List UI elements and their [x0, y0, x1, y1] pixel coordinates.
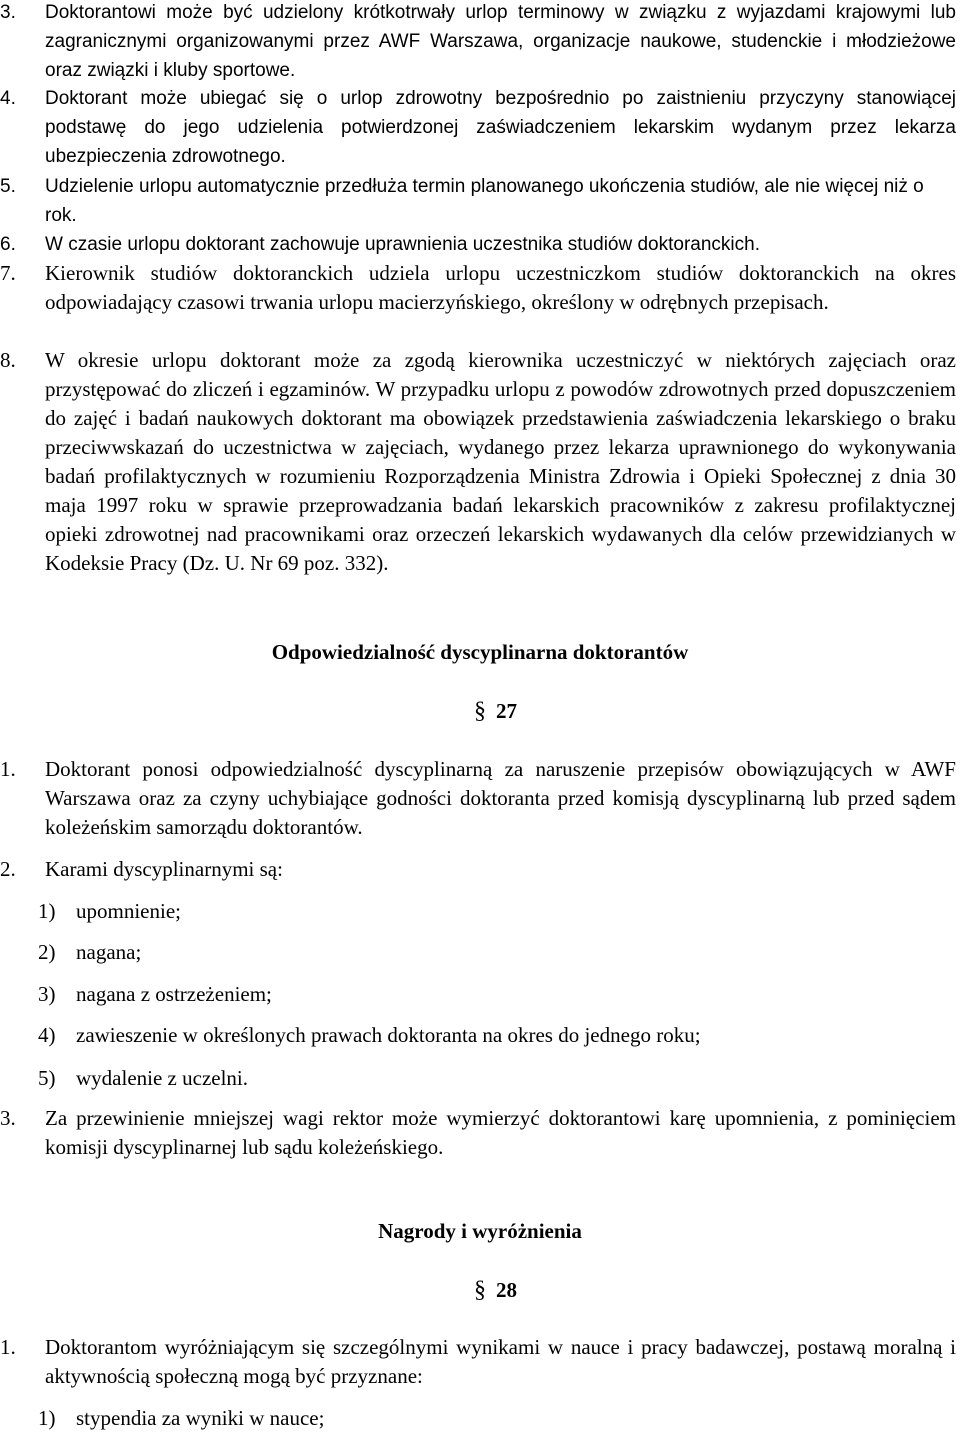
list-item-text: W czasie urlopu doktorant zachowuje uprawnienia uczestnika studiów doktoranckich.: [45, 234, 760, 255]
penalty-number: 3): [38, 982, 56, 1006]
section-heading: Nagrody i wyróżnienia: [378, 1219, 582, 1243]
penalty-text: nagana;: [76, 940, 142, 964]
award-text: stypendia za wyniki w nauce;: [76, 1406, 325, 1430]
list-item-text: Udzielenie urlopu automatycznie przedłuża termin planowanego ukończenia studiów, ale nie więcej niż o rok.: [45, 176, 924, 226]
penalty-number: 4): [38, 1023, 56, 1047]
list-item-number: 1.: [0, 1335, 16, 1359]
section-sign-icon: §: [474, 1277, 486, 1303]
list-item-number: 4.: [0, 88, 16, 109]
list-item-number: 6.: [0, 234, 16, 255]
list-item: [0, 755, 956, 842]
penalty-item: [38, 980, 272, 1009]
list-item: [0, 84, 956, 171]
list-item: [0, 855, 956, 884]
list-item-text: Karami dyscyplinarnymi są:: [45, 857, 283, 881]
award-item: [38, 1404, 324, 1433]
penalty-item: [38, 897, 181, 926]
penalty-text: nagana z ostrzeżeniem;: [76, 982, 272, 1006]
list-item-text: Doktorant może ubiegać się o urlop zdrowotny bezpośrednio po zaistnieniu przyczyny stanowiącej podstawę do jego udzielenia potwierdzonej zaświadczeniem lekarskim wydanym przez lekarza ubezpieczenia zdrowotnego.: [45, 88, 956, 167]
penalty-text: upomnienie;: [76, 899, 181, 923]
penalty-text: zawieszenie w określonych prawach doktoranta na okres do jednego roku;: [76, 1023, 701, 1047]
list-item-text: Doktorantom wyróżniającym się szczególnymi wynikami w nauce i pracy badawczej, postawą moralną i aktywnością społeczną mogą być przyznane:: [45, 1335, 956, 1388]
list-item-number: 3.: [0, 1106, 16, 1130]
paragraph-number-value: 27: [496, 699, 517, 723]
penalty-number: 2): [38, 940, 56, 964]
list-item-text: W okresie urlopu doktorant może za zgodą kierownika uczestniczyć w niektórych zajęciach oraz przystępować do zliczeń i egzaminów. W przypadku urlopu z powodów zdrowotnych przed dopuszczeniem do zajęć i badań naukowych doktorant ma obowiązek przedstawienia zaświadczenia lekarskiego o braku przeciwwskazań do uczestnictwa w zajęciach, wydanego przez lekarza uprawnionego do wykonywania badań profilaktycznych w rozumieniu Rozporządzenia Ministra Zdrowia i Opieki Społecznej z dnia 30 maja 1997 roku w sprawie przeprowadzania badań lekarskich pracowników z zakresu profilaktycznej opieki zdrowotnej nad pracownikami oraz orzeczeń lekarskich wydawanych dla celów przewidzianych w Kodeksie Pracy (Dz. U. Nr 69 poz. 332).: [45, 348, 956, 575]
list-item-text: Doktorant ponosi odpowiedzialność dyscyplinarną za naruszenie przepisów obowiązujących w AWF Warszawa oraz za czyny uchybiające godności doktoranta przed komisją dyscyplinarną lub przed sądem koleżeńskim samorządu doktorantów.: [45, 757, 956, 839]
list-item: [0, 1104, 956, 1162]
paragraph-number: [474, 1276, 517, 1305]
list-item: [0, 1333, 956, 1391]
paragraph-number-value: 28: [496, 1278, 517, 1302]
list-item-number: 7.: [0, 261, 16, 285]
penalty-number: 1): [38, 899, 56, 923]
list-item-number: 5.: [0, 176, 16, 197]
list-item: [0, 346, 956, 578]
list-item: [0, 0, 956, 85]
list-item: [0, 259, 956, 317]
penalty-item: [38, 1064, 248, 1093]
penalty-item: [38, 938, 141, 967]
list-item-number: 1.: [0, 757, 16, 781]
list-item-text: Doktorantowi może być udzielony krótkotrwały urlop terminowy w związku z wyjazdami krajowymi lub zagranicznymi organizowanymi przez AWF Warszawa, organizacje naukowe, studenckie i młodzieżowe oraz związki i kluby sportowe.: [45, 2, 956, 81]
list-item-number: 8.: [0, 348, 16, 372]
list-item-number: 3.: [0, 2, 16, 23]
award-number: 1): [38, 1406, 56, 1430]
section-sign-icon: §: [474, 698, 486, 724]
list-item: [0, 172, 956, 230]
list-item-text: Za przewinienie mniejszej wagi rektor może wymierzyć doktorantowi karę upomnienia, z pominięciem komisji dyscyplinarnej lub sądu koleżeńskiego.: [45, 1106, 956, 1159]
list-item-number: 2.: [0, 857, 16, 881]
penalty-text: wydalenie z uczelni.: [76, 1066, 248, 1090]
section-heading: Odpowiedzialność dyscyplinarna doktorantów: [271, 640, 689, 664]
paragraph-number: [474, 697, 517, 726]
penalty-number: 5): [38, 1066, 56, 1090]
list-item-text: Kierownik studiów doktoranckich udziela urlopu uczestniczkom studiów doktoranckich na okres odpowiadający czasowi trwania urlopu macierzyńskiego, określony w odrębnych przepisach.: [45, 261, 956, 314]
list-item: [0, 230, 956, 259]
penalty-item: [38, 1021, 701, 1050]
